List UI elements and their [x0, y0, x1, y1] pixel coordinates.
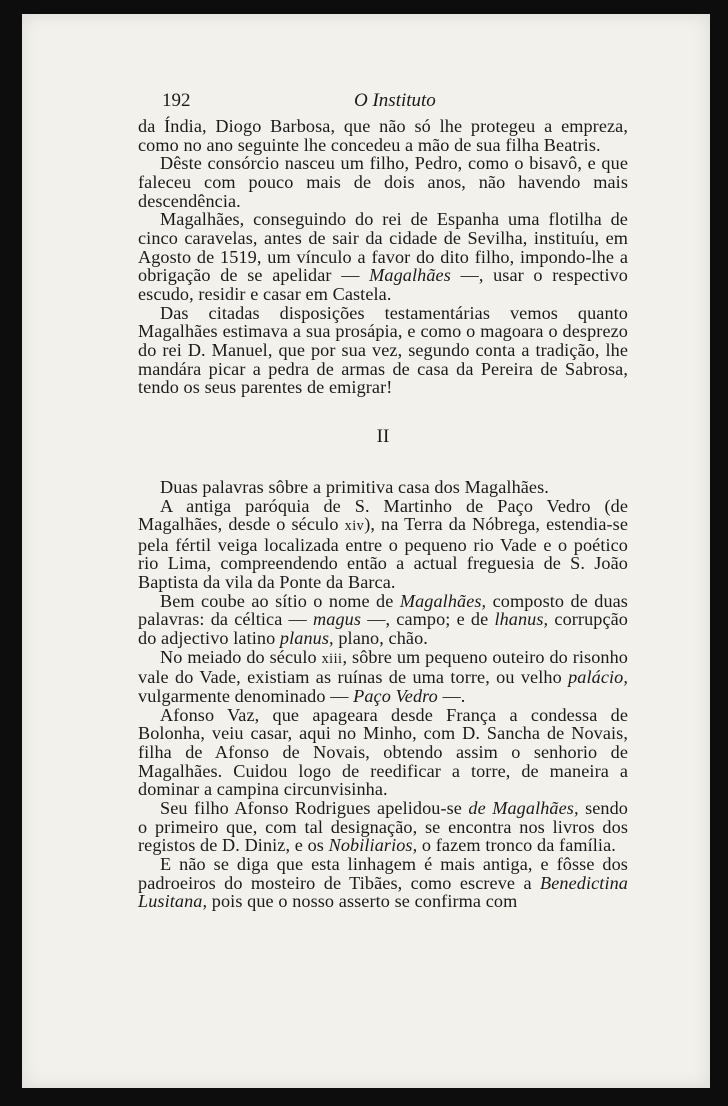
paragraph: Das citadas disposições testamentárias vemos quanto Magalhães estimava a sua prosápia, e como o magoara o desprezo do rei D. Manuel, que por sua vez, segundo conta a tradição, lhe mandára picar a pedra de armas de casa da Pereira de Sabrosa, tendo os seus parentes de emigrar! [138, 302, 628, 398]
text-run: E não se diga que esta linhagem é mais antiga, e fôsse dos padroeiros do mosteiro de Tibães, como escreve a [138, 853, 628, 893]
text-run: —, campo; e de [367, 609, 489, 630]
text-run: A antiga paróquia de S. Martinho de Paço Vedro (de Magalhães, desde o século [138, 495, 628, 535]
body-text [138, 117, 628, 911]
text-run: sendo o primeiro que, com tal designação, se encontra nos livros dos registos de D. Diniz, e os [138, 798, 628, 856]
italic-term: Paço Vedro [353, 686, 438, 707]
text-run: Magalhães, conseguindo do rei de Espanha uma flotilha de cinco caravelas, antes de sair da cidade de Sevilha, instituíu, em Agosto de 1519, um vínculo a favor do dito filho, impondo-lhe a obrigação de se apelidar — [138, 209, 628, 286]
text-run: Bem coube ao sítio o nome de [160, 590, 394, 611]
text-run: plano, chão. [338, 628, 428, 649]
paragraph: da Índia, Diogo Barbosa, que não só lhe protegeu a empreza, como no ano seguinte lhe concedeu a mão de sua filha Beatris. [138, 116, 628, 155]
text-run: o fazem tronco da família. [421, 835, 616, 856]
italic-term: Nobiliarios, [328, 835, 418, 856]
italic-term: Benedictina Lusitana, [138, 872, 628, 912]
text-run: corrupção do adjectivo latino [138, 609, 628, 649]
text-run: —. [442, 686, 466, 707]
paragraph [138, 210, 628, 303]
text-run: vulgarmente denominado — [138, 686, 349, 707]
italic-term: Magalhães, [399, 590, 487, 611]
paragraph [138, 855, 628, 911]
paragraph [138, 497, 628, 592]
text-run: ), na Terra da Nóbrega, estendia-se pela fértil veiga localizada entre o pequeno rio Vade e o poético rio Lima, compreendendo então a actual freguesia de S. João Baptista da vila da Ponte da Barca. [138, 514, 628, 593]
paragraph [138, 648, 628, 706]
italic-term: de Magalhães, [468, 798, 579, 818]
text-run: composto de duas palavras: da céltica — [138, 590, 628, 630]
page-header [162, 90, 452, 114]
paragraph: Afonso Vaz, que apageara desde França a condessa de Bolonha, veiu casar, aqui no Minho, com D. Sancha de Novais, filha de Afonso de Novais, obtendo assim o senhorio de Magalhães. Cuidou logo de reedificar a torre, de maneira a dominar a campina circunvisinha. [138, 704, 628, 800]
roman-numeral: xiv [344, 518, 365, 535]
paragraph [138, 592, 628, 648]
italic-term: Magalhães [369, 265, 451, 286]
text-run: No meiado do século [160, 646, 317, 667]
italic-term: lhanus, [494, 609, 549, 630]
italic-term: palácio, [568, 667, 628, 688]
italic-term: planus, [279, 628, 334, 649]
text-run: pois que o nosso asserto se confirma com [211, 891, 518, 912]
italic-term: magus [313, 609, 362, 630]
paragraph: Dêste consórcio nasceu um filho, Pedro, como o bisavô, e que faleceu com pouco mais de dois anos, não havendo mais descendência. [138, 153, 628, 211]
section-heading: II [376, 425, 390, 447]
text-run: Seu filho Afonso Rodrigues apelidou-se [160, 798, 462, 818]
paragraph: Duas palavras sôbre a primitiva casa dos Magalhães. [160, 476, 549, 497]
page-number: 192 [162, 90, 191, 111]
text-run: , sôbre um pequeno outeiro do risonho vale do Vade, existiam as ruínas de uma torre, ou velho [138, 646, 628, 688]
text-run: —, usar o respectivo escudo, residir e casar em Castela. [138, 265, 628, 304]
roman-numeral: xiii [321, 650, 343, 667]
paragraph [138, 799, 628, 855]
running-title: O Instituto [354, 90, 436, 111]
